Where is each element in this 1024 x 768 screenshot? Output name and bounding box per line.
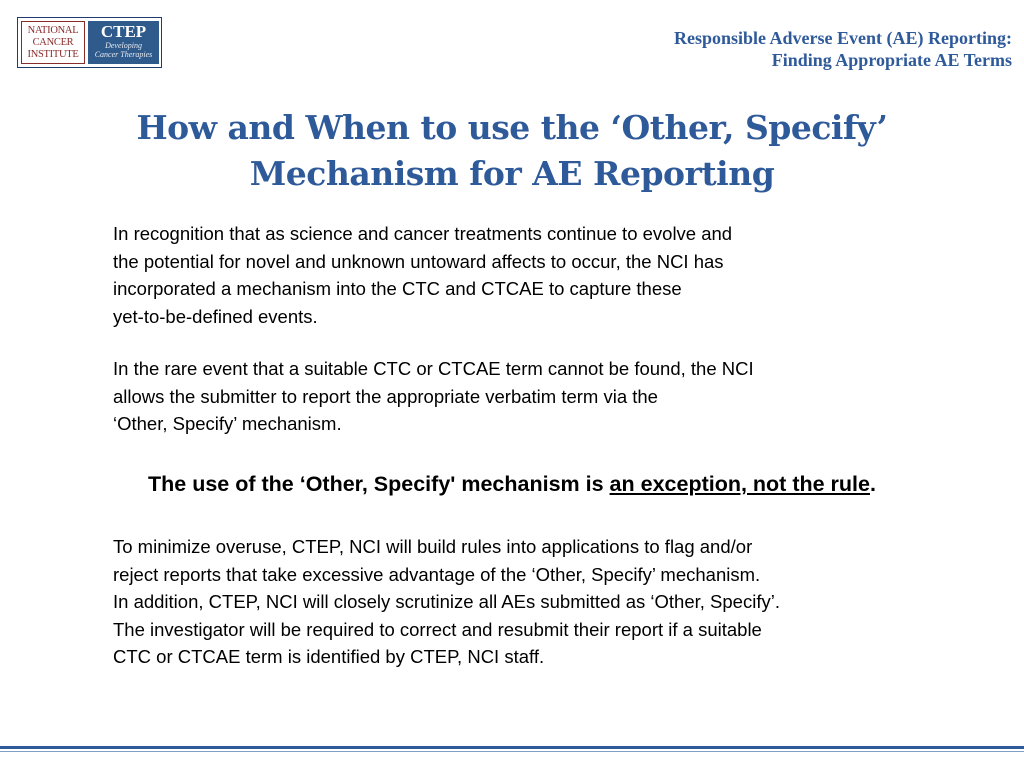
- nci-logo: [21, 21, 85, 64]
- paragraph-overuse: To minimize overuse, CTEP, NCI will build rules into applications to flag and/or reject reports that take excessive advantage of the ‘Other, Specify’ mechanism. In addition, CTEP, NCI will closely scrutinize all AEs submitted as ‘Other, Specify’. The investigator will be required to correct and resubmit their report if a suitable CTC or CTCAE term is identified by CTEP, NCI staff.: [113, 536, 780, 667]
- nci-ctep-logo: [17, 17, 162, 68]
- emphasis-suffix: .: [869, 472, 876, 496]
- emphasis-underlined: an exception, not the rule: [609, 472, 870, 496]
- paragraph-rare-event: In the rare event that a suitable CTC or CTCAE term cannot be found, the NCI allows the submitter to report the appropriate verbatim term via the ‘Other, Specify’ mechanism.: [113, 358, 754, 434]
- nci-logo-line-3: INSTITUTE: [27, 49, 79, 60]
- ctep-logo-tagline-2: Cancer Therapies: [94, 50, 153, 59]
- slide-title-line-2: Mechanism for AE Reporting: [249, 154, 775, 193]
- emphasis-statement: [0, 469, 1024, 499]
- nci-logo-line-2: CANCER: [32, 37, 74, 48]
- ctep-logo-name: CTEP: [100, 22, 147, 41]
- paragraph-recognition: In recognition that as science and cancer treatments continue to evolve and the potential for novel and unknown untoward affects to occur, the NCI has incorporated a mechanism into the CTC and CTCAE to capture these yet-to-be-defined events.: [113, 223, 733, 327]
- footer-divider-thin: [0, 751, 1024, 752]
- nci-logo-line-1: NATIONAL: [27, 25, 79, 36]
- ctep-logo: [88, 21, 159, 64]
- slide-title-line-1: How and When to use the ‘Other, Specify’: [136, 108, 888, 147]
- ctep-logo-tagline-1: Developing: [105, 41, 142, 50]
- footer-divider: [0, 746, 1024, 749]
- header-title: [674, 27, 1012, 71]
- emphasis-prefix: The use of the ‘Other, Specify' mechanism is: [148, 472, 610, 496]
- header-title-line-1: Responsible Adverse Event (AE) Reporting:: [674, 28, 1012, 48]
- header-title-line-2: Finding Appropriate AE Terms: [771, 50, 1012, 70]
- slide-title: [60, 105, 964, 197]
